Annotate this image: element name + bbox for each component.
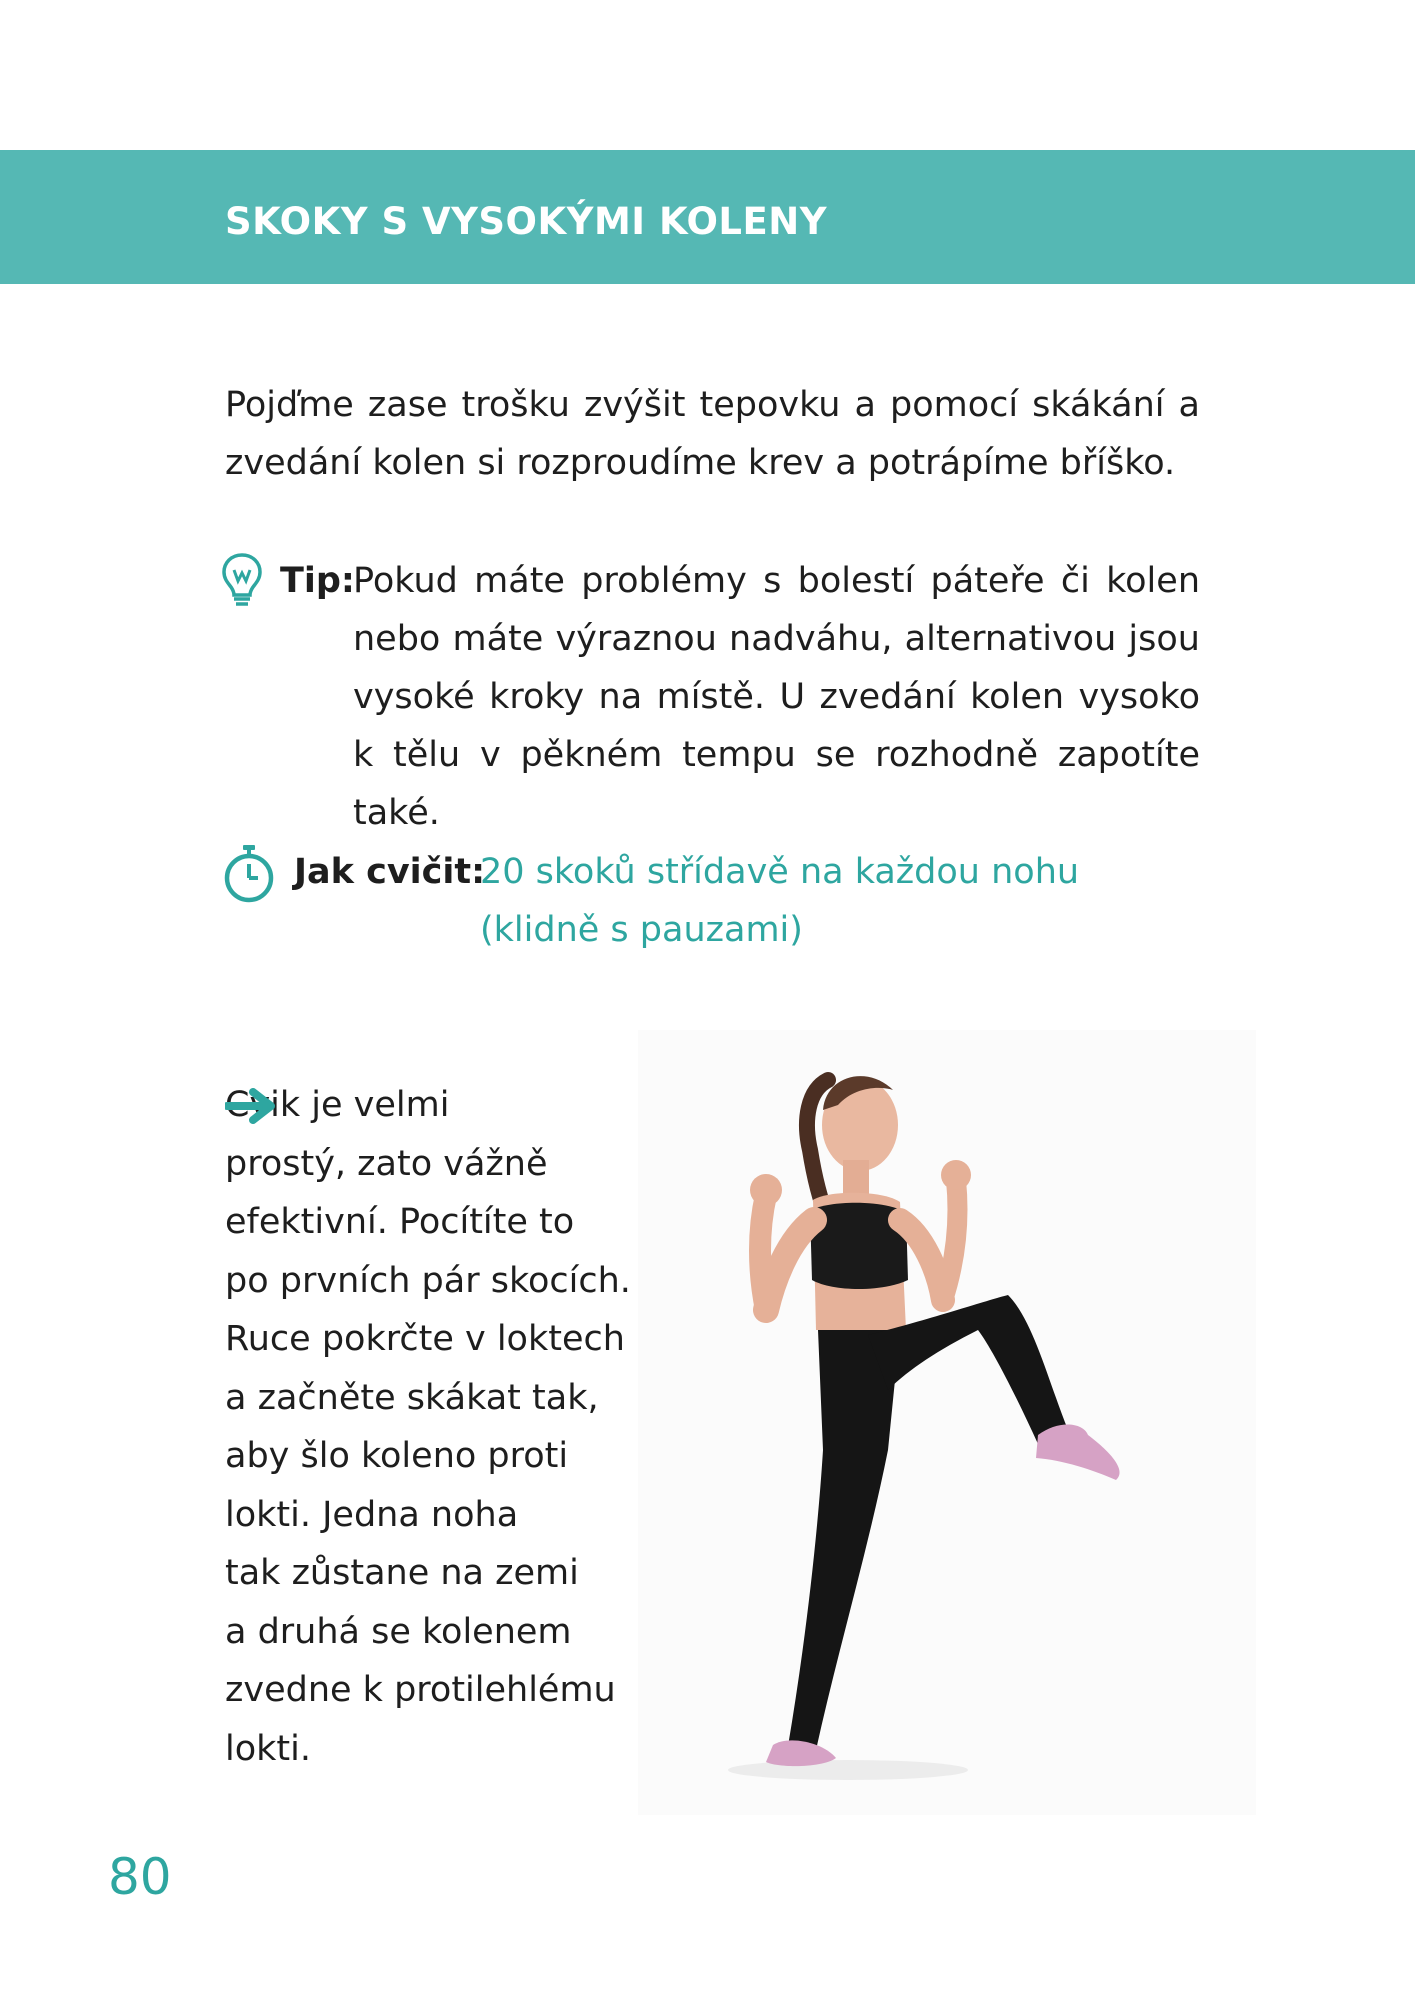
intro-paragraph: Pojďme zase trošku zvýšit tepovku a pomocí skákání a zvedání kolen si rozproudíme krev a potrápíme bříško.	[225, 385, 1200, 483]
lightbulb-icon	[220, 552, 264, 608]
tip-text: Pokud máte problémy s bolestí páteře či kolen nebo máte výraznou nadváhu, alternativou jsou vysoké kroky na místě. U zvedání kolen vysoko k tělu v pěkném tempu se rozhodně zapotíte také.	[353, 561, 1200, 833]
page-title: SKOKY S VYSOKÝMI KOLENY	[225, 200, 828, 243]
tip-label: Tip:	[280, 561, 355, 601]
stopwatch-icon	[222, 843, 276, 903]
header-band	[0, 150, 1415, 284]
description-text: Cvik je velmi prostý, zato vážně efektivní. Pocítíte to po prvních pár skocích. Ruce pokrčte v loktech a začněte skákat tak, aby šlo koleno proti lokti. Jedna noha tak zůstane na zemi a druhá se kolenem zvedne k protilehlému lokti.	[225, 1085, 631, 1769]
exercise-photo	[638, 1030, 1256, 1815]
page-number: 80	[108, 1848, 172, 1906]
how-text: 20 skoků střídavě na každou nohu (klidně s pauzami)	[480, 852, 1080, 950]
arrow-right-icon	[225, 1088, 277, 1124]
exercise-description	[225, 1076, 635, 1778]
how-label: Jak cvičit:	[294, 852, 486, 892]
